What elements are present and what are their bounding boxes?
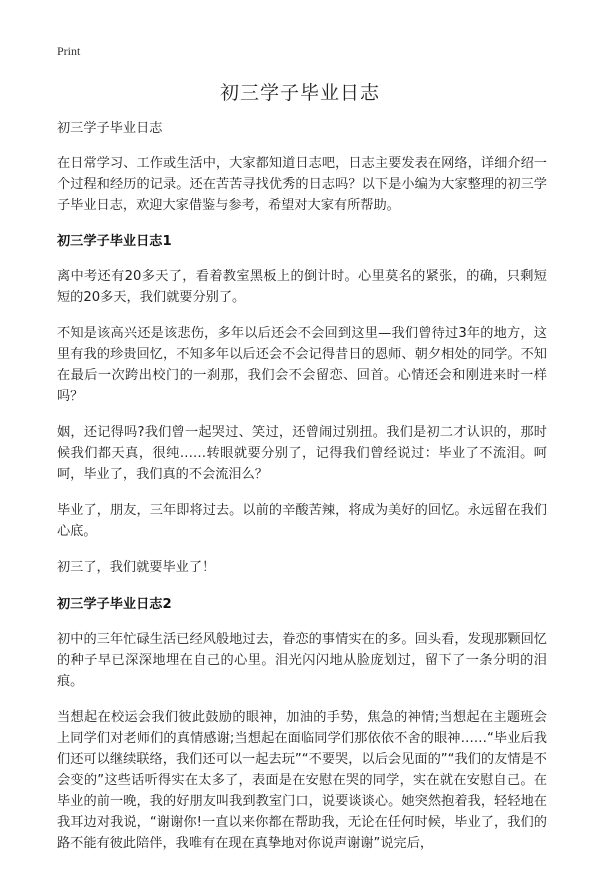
- page-title: 初三学子毕业日志: [219, 82, 380, 104]
- section-1-paragraph-3: 姻，还记得吗?我们曾一起哭过、笑过，还曾闹过别扭。我们是初二才认识的，那时候我们都天真，很纯……转眼就要分别了，记得我们曾经说过：毕业了不流泪。呵呵，毕业了，我们真的不会流泪么？: [57, 425, 547, 482]
- section-heading-2: 初三学子毕业日志2: [57, 597, 172, 612]
- section-1-paragraph-5: 初三了，我们就要毕业了！: [57, 560, 216, 575]
- print-link[interactable]: Print: [57, 44, 81, 58]
- intro-paragraph: 在日常学习、工作或生活中，大家都知道日志吧，日志主要发表在网络，详细介绍一个过程和经历的记录。还在苦苦寻找优秀的日志吗？以下是小编为大家整理的初三学子毕业日志，欢迎大家借鉴与参考，希望对大家有所帮助。: [57, 156, 547, 213]
- section-2-paragraph-1: 初中的三年忙碌生活已经风般地过去，眷恋的事情实在的多。回头看，发现那颗回忆的种子早已深深地埋在自己的心里。泪光闪闪地从脸庞划过，留下了一条分明的泪痕。: [57, 632, 547, 689]
- section-1-paragraph-2: 不知是该高兴还是该悲伤，多年以后还会不会回到这里—我们曾待过3年的地方，这里有我的珍贵回忆，不知多年以后还会不会记得昔日的恩师、朝夕相处的同学。不知在最后一次跨出校门的一刹那，我们会不会留恋、回首。心情还会和刚进来时一样吗？: [57, 326, 547, 404]
- article-subtitle: 初三学子毕业日志: [57, 121, 163, 136]
- section-2-paragraph-2: 当想起在校运会我们彼此鼓励的眼神，加油的手势，焦急的神情;当想起在主题班会上同学们对老师们的真情感谢;当想起在面临同学们那依依不舍的眼神……“毕业后我们还可以继续联络，我们还可以一起去玩”“不要哭，以后会见面的”“我们的友情是不会变的”这些话听得实在太多了，表面是在安慰在哭的同学，实在就在安慰自己。在毕业的前一晚，我的好朋友叫我到教室门口，说要谈谈心。她突然抱着我，轻轻地在我耳边对我说，“谢谢你!一直以来你都在帮助我，无论在任何时候，毕业了，我们的路不能有彼此陪伴，我唯有在现在真挚地对你说声谢谢”说完后，: [57, 710, 547, 851]
- section-heading-1: 初三学子毕业日志1: [57, 234, 172, 249]
- article-body: [57, 118, 547, 869]
- section-1-paragraph-4: 毕业了，朋友，三年即将过去。以前的辛酸苦辣，将成为美好的回忆。永远留在我们心底。: [57, 503, 547, 539]
- section-1-paragraph-1: 离中考还有20多天了，看着教室黑板上的倒计时。心里莫名的紧张，的确，只剩短短的20多天，我们就要分别了。: [57, 269, 547, 305]
